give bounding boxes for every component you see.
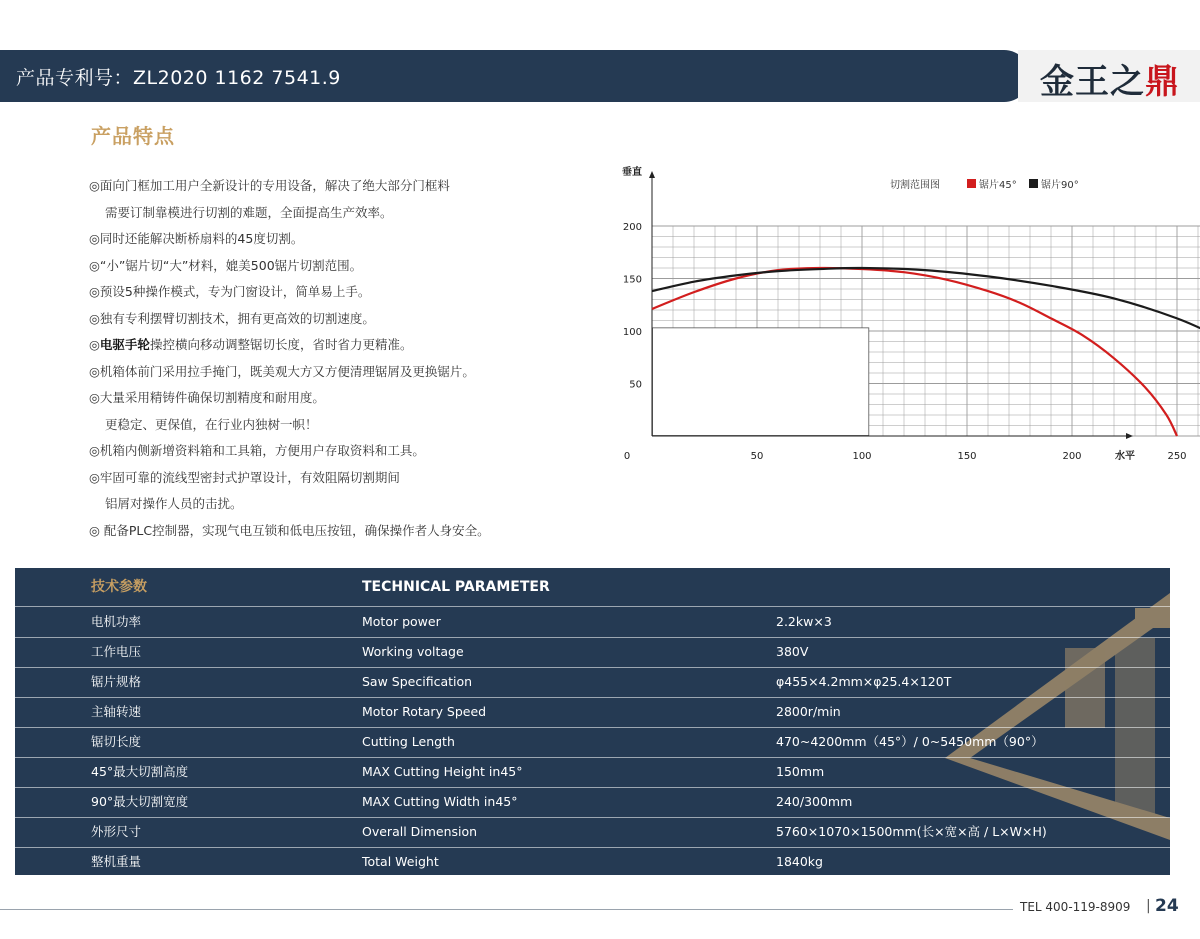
x-tick-label: 0 [623,451,631,462]
param-name-en: Cutting Length [362,734,455,749]
y-tick-label: 50 [629,379,642,391]
table-row [15,727,1170,758]
param-value: 1840kg [776,854,823,869]
header-band [0,50,1030,102]
table-row [15,817,1170,848]
feature-line: ◎牢固可靠的流线型密封式护罩设计，有效阻隔切割期间 [89,469,400,485]
feature-line: ◎面向门框加工用户全新设计的专用设备，解决了绝大部分门框料 [89,178,450,193]
page-number: 24 [1155,896,1179,916]
brand-logo: 金王之鼎 [1040,62,1180,102]
y-axis-label: 垂直 [622,167,642,178]
feature-highlight: 电驱手轮 [99,337,150,352]
table-row [15,847,1170,877]
features-list [89,176,609,547]
param-value: 2800r/min [776,704,841,719]
legend-label: 锯片45° [979,180,1017,191]
y-tick-label: 100 [622,327,642,338]
feature-line: 更稳定、更保值，在行业内独树一帜！ [105,416,318,432]
header-en: TECHNICAL PARAMETER [362,579,550,595]
x-axis-label: 水平 [1115,451,1135,462]
x-tick-label: 150 [957,451,977,462]
param-name-cn: 锯切长度 [91,734,142,749]
legend-swatch [1029,179,1038,188]
param-name-en: Motor power [362,614,441,629]
footer-tel: TEL 400-119-8909 [1020,900,1131,914]
x-axis-arrow [1126,433,1133,439]
feature-line: ◎预设5种操作模式，专为门窗设计，简单易上手。 [89,284,371,299]
param-name-en: Motor Rotary Speed [362,704,487,719]
tech-parameter-table [15,568,1170,875]
table-row [15,667,1170,698]
param-name-cn: 锯片规格 [91,674,142,689]
param-value: 380V [776,644,809,659]
param-name-cn: 外形尺寸 [91,824,142,839]
legend-label: 锯片90° [1041,180,1079,191]
feature-line: ◎机箱内侧新增资料箱和工具箱，方便用户存取资料和工具。 [89,443,425,458]
feature-line: ◎机箱体前门采用拉手掩门，既美观大方又方便清理锯屑及更换锯片。 [89,363,475,379]
feature-line: ◎ 配备PLC控制器，实现气电互锁和低电压按钮，确保操作者人身安全。 [89,522,490,538]
x-tick-label: 200 [1062,451,1082,462]
table-row [15,757,1170,788]
param-value: 2.2kw×3 [776,614,832,629]
feature-line: ◎电驱手轮操控横向移动调整锯切长度，省时省力更精准。 [89,337,413,352]
param-name-cn: 电机功率 [91,614,142,629]
feature-line: 需要订制靠模进行切割的难题，全面提高生产效率。 [105,204,393,220]
y-tick-label: 200 [622,222,642,233]
y-axis-arrow [649,171,655,178]
x-tick-label: 250 [1167,451,1187,462]
param-name-en: Saw Specification [362,674,473,689]
feature-line: ◎大量采用精铸件确保切割精度和耐用度。 [89,390,325,405]
param-value: φ455×4.2mm×φ25.4×120T [776,674,952,689]
table-header-row [15,568,1170,607]
patent-number: 产品专利号：ZL2020 1162 7541.9 [16,67,341,89]
table-row [15,637,1170,668]
cutting-range-chart [615,158,1187,468]
param-name-en: Working voltage [362,644,464,659]
header-cn: 技术参数 [91,579,147,595]
feature-line: ◎独有专利摆臂切割技术，拥有更高效的切割速度。 [89,310,375,326]
x-tick-label: 50 [750,451,764,462]
param-name-cn: 工作电压 [91,644,142,659]
table-row [15,787,1170,818]
y-tick-label: 150 [622,274,642,286]
param-value: 5760×1070×1500mm(长×宽×高 / L×W×H) [776,824,1047,839]
param-value: 470~4200mm（45°）/ 0~5450mm（90°） [776,734,1044,749]
footer-rule [0,909,1013,910]
param-name-cn: 整机重量 [91,854,142,869]
param-value: 240/300mm [776,794,853,809]
param-name-cn: 主轴转速 [91,704,142,719]
param-value: 150mm [776,764,825,779]
table-row [15,607,1170,638]
param-name-en: Total Weight [362,854,439,869]
table-row [15,697,1170,728]
footer-separator: | [1146,898,1151,914]
feature-line: 铝屑对操作人员的击扰。 [105,496,243,511]
chart-title: 切割范围图 [890,180,940,191]
param-name-en: MAX Cutting Width in45° [362,794,518,809]
feature-line: ◎同时还能解决断桥扇料的45度切割。 [89,231,304,246]
param-name-en: Overall Dimension [362,824,478,839]
x-tick-label: 100 [852,451,872,462]
legend-swatch [967,179,976,188]
blocked-region [653,328,869,436]
param-name-en: MAX Cutting Height in45° [362,764,523,779]
param-name-cn: 90°最大切割宽度 [91,794,189,809]
param-name-cn: 45°最大切割高度 [91,764,189,779]
brand-logo-box [1018,50,1200,102]
feature-line: ◎“小”锯片切“大”材料，媲美500锯片切割范围。 [89,257,363,273]
features-title: 产品特点 [91,124,175,148]
